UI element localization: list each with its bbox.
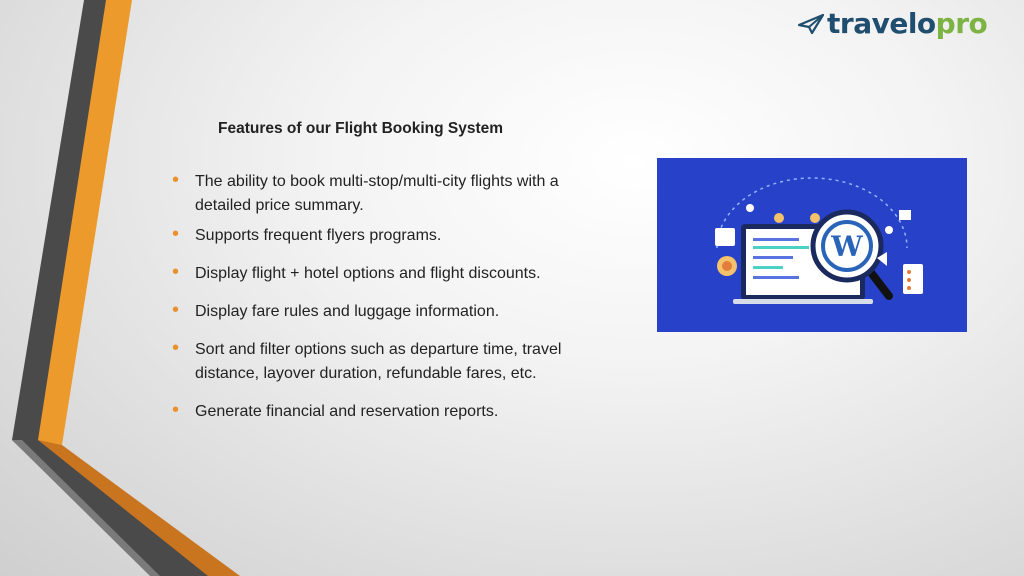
bullet-dot-icon: • [172,169,180,191]
wordpress-magnifier-illustration [657,158,967,332]
list-item: • Display flight + hotel options and flight discounts. [172,261,541,283]
list-item: • Generate financial and reservation reports. [172,399,499,421]
bullet-dot-icon: • [172,299,180,321]
feature-list [172,170,572,424]
bullet-dot-icon: • [172,223,180,245]
travelopro-logo [798,6,987,42]
bullet-dot-icon: • [172,337,180,359]
paper-plane-icon [798,13,824,35]
list-item: • The ability to book multi-stop/multi-city flights with a detailed price summary. [172,169,559,214]
list-item: • Display fare rules and luggage information. [172,299,500,321]
slide-title: Features of our Flight Booking System [218,120,504,137]
bullet-dot-icon: • [172,399,180,421]
logo-text: travelopro [827,7,988,40]
wordpress-illustration [657,158,967,332]
svg-text:W: W [831,230,863,263]
list-item: • Sort and filter options such as departure time, travel distance, layover duration, refundable fares, etc. [172,337,562,382]
bullet-dot-icon: • [172,261,180,283]
list-item: • Supports frequent flyers programs. [172,223,442,245]
